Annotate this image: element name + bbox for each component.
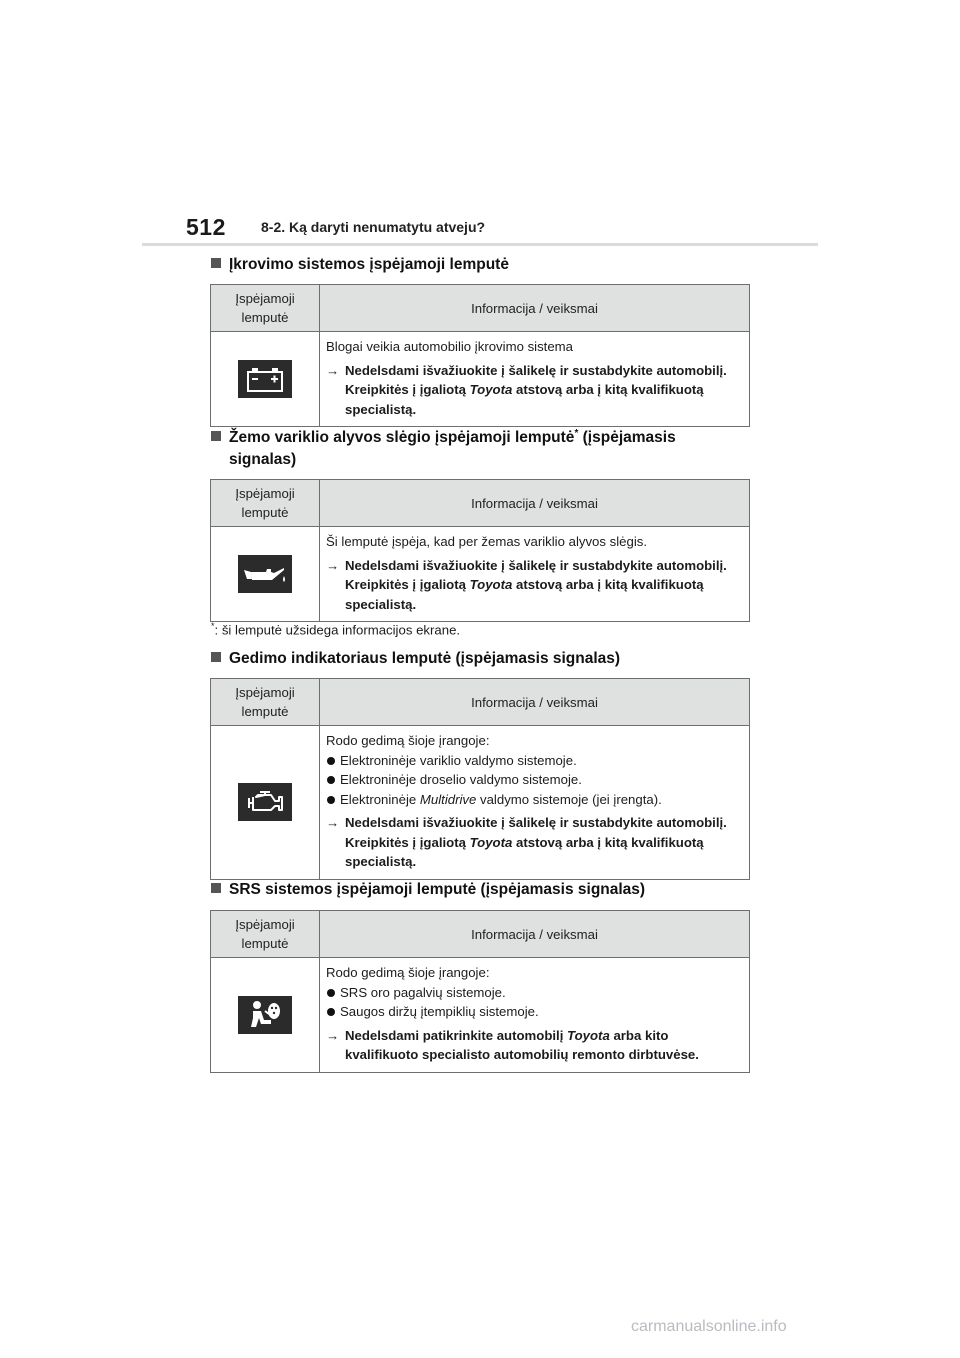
action-instruction: → Nedelsdami išvažiuokite į šalikelę ir sustabdykite automobilį. Kreipkitės į įgaliotą Toyota atstovą arba į kitą kvalifikuotą specialistą.: [326, 815, 727, 869]
action-instruction: → Nedelsdami išvažiuokite į šalikelę ir sustabdykite automobilį. Kreipkitės į įgaliotą Toyota atstovą arba į kitą kvalifikuotą specialistą.: [326, 557, 727, 612]
arrow-right-icon: →: [326, 362, 340, 378]
watermark: carmanualsonline.info: [631, 1318, 787, 1335]
bullet-dot-icon: [327, 989, 335, 997]
table-row: [211, 527, 750, 622]
warning-table-srs: [210, 910, 750, 1073]
list-item: Elektroninėje variklio valdymo sistemoje.: [326, 751, 743, 771]
bullet-dot-icon: [327, 796, 335, 804]
icon-cell: [211, 527, 320, 622]
section-title-malfunction: Gedimo indikatoriaus lemputė (įspėjamasis signalas): [211, 648, 751, 670]
column-header-lamp: Įspėjamoji lemputė: [211, 911, 320, 958]
square-bullet-icon: [211, 431, 221, 441]
info-description: Rodo gedimą šioje įrangoje:: [326, 965, 490, 980]
info-cell: [320, 527, 750, 622]
check-engine-icon: [238, 783, 292, 821]
table-row: [211, 958, 750, 1073]
table-row: [211, 726, 750, 880]
airbag-icon: [238, 996, 292, 1034]
square-bullet-icon: [211, 883, 221, 893]
footnote: *: ši lemputė užsidega informacijos ekrane.: [211, 621, 461, 638]
bullet-dot-icon: [327, 776, 335, 784]
warning-table-charging: [210, 284, 750, 427]
icon-cell: [211, 958, 320, 1073]
table-header-row: [211, 679, 750, 726]
section-title-charging: Įkrovimo sistemos įspėjamoji lemputė: [211, 254, 751, 276]
list-item: SRS oro pagalvių sistemoje.: [326, 983, 743, 1003]
table-row: [211, 332, 750, 427]
warning-table-oil-pressure: [210, 479, 750, 622]
table-header-row: [211, 911, 750, 958]
square-bullet-icon: [211, 258, 221, 268]
section-title-srs: SRS sistemos įspėjamoji lemputė (įspėjamasis signalas): [211, 879, 751, 901]
info-description: Ši lemputė įspėja, kad per žemas variklio alyvos slėgis.: [326, 534, 648, 549]
info-cell: [320, 726, 750, 880]
section-title-oil-pressure: Žemo variklio alyvos slėgio įspėjamoji lemputė* (įspėjamasis signalas): [211, 427, 751, 471]
column-header-info: Informacija / veiksmai: [320, 285, 750, 332]
list-item: Elektroninėje droselio valdymo sistemoje.: [326, 770, 743, 790]
square-bullet-icon: [211, 652, 221, 662]
info-cell: [320, 958, 750, 1073]
column-header-lamp: Įspėjamoji lemputė: [211, 285, 320, 332]
column-header-lamp: Įspėjamoji lemputė: [211, 679, 320, 726]
info-description: Rodo gedimą šioje įrangoje:: [326, 733, 490, 748]
table-header-row: [211, 480, 750, 527]
header-divider: [142, 243, 818, 246]
arrow-right-icon: →: [326, 1027, 340, 1043]
action-instruction: → Nedelsdami patikrinkite automobilį Toyota arba kito kvalifikuoto specialisto automobilių remonto dirbtuvėse.: [326, 1027, 699, 1062]
arrow-right-icon: →: [326, 815, 340, 830]
list-item: Saugos diržų įtempiklių sistemoje.: [326, 1002, 743, 1022]
column-header-info: Informacija / veiksmai: [320, 911, 750, 958]
column-header-info: Informacija / veiksmai: [320, 480, 750, 527]
oil-can-icon: [238, 555, 292, 593]
column-header-lamp: Įspėjamoji lemputė: [211, 480, 320, 527]
action-instruction: → Nedelsdami išvažiuokite į šalikelę ir sustabdykite automobilį. Kreipkitės į įgaliotą Toyota atstovą arba į kitą kvalifikuotą specialistą.: [326, 362, 727, 417]
icon-cell: [211, 332, 320, 427]
column-header-info: Informacija / veiksmai: [320, 679, 750, 726]
page-number: 512: [186, 214, 226, 240]
icon-cell: [211, 726, 320, 880]
chapter-title: 8-2. Ką daryti nenumatytu atveju?: [261, 219, 486, 235]
info-cell: [320, 332, 750, 427]
table-header-row: [211, 285, 750, 332]
info-description: Blogai veikia automobilio įkrovimo sistema: [326, 339, 574, 354]
bullet-dot-icon: [327, 1008, 335, 1016]
arrow-right-icon: →: [326, 557, 340, 573]
battery-icon: [238, 360, 292, 398]
bullet-dot-icon: [327, 757, 335, 765]
list-item: Elektroninėje Multidrive valdymo sistemoje (jei įrengta).: [326, 790, 743, 810]
warning-table-malfunction: [210, 678, 750, 880]
